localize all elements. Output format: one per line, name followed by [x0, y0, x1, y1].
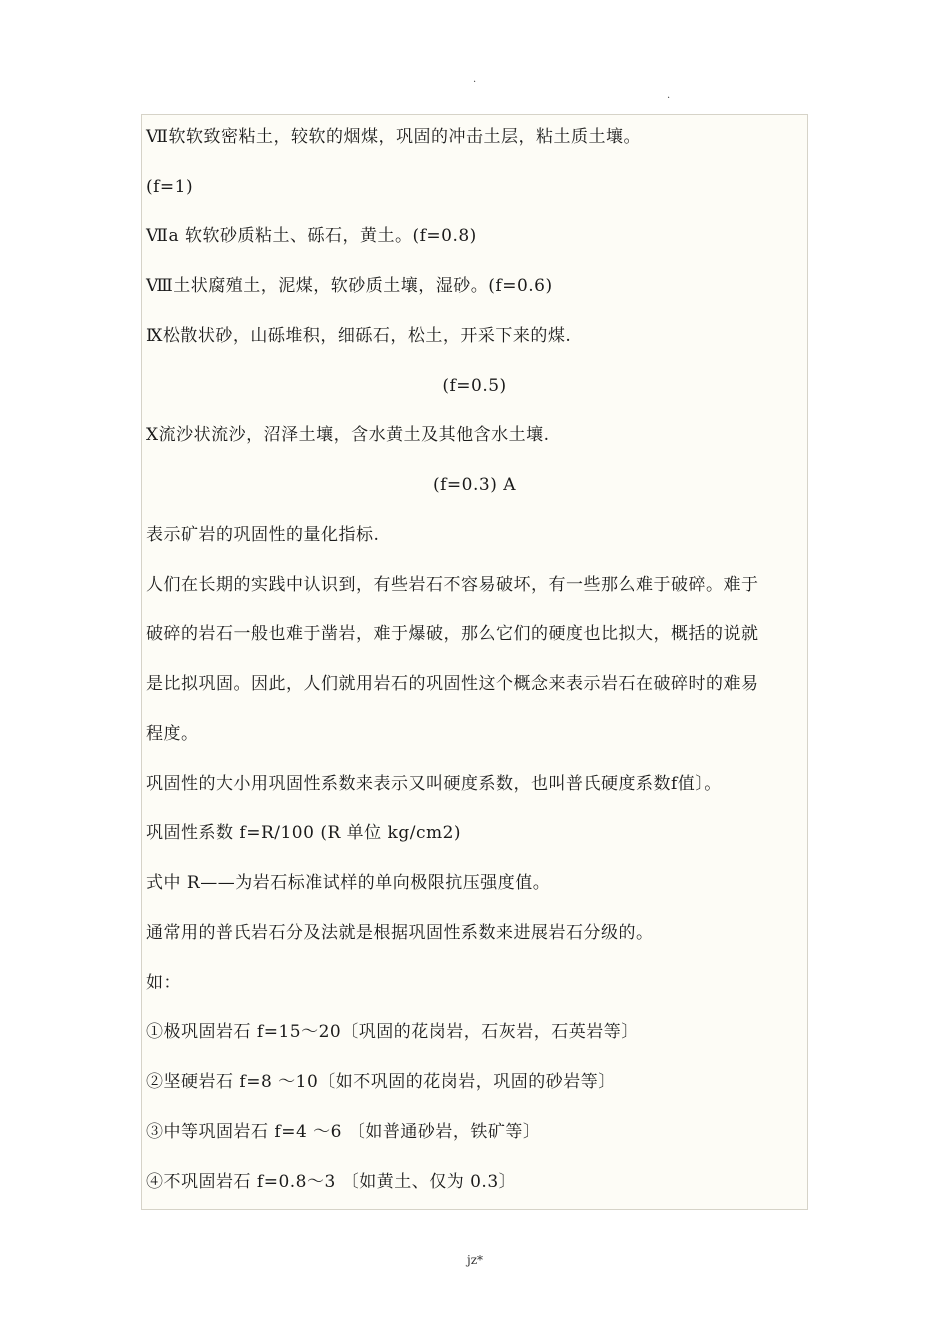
text-line: (f=1)	[146, 177, 194, 197]
formula-line: 巩固性系数 f=R/100 (R 单位 kg/cm2)	[146, 823, 462, 843]
header-mark-right: .	[667, 90, 671, 101]
list-item: ④不巩固岩石 f=0.8～3 〔如黄土、仅为 0.3〕	[146, 1172, 517, 1192]
text-line: 如：	[146, 973, 181, 993]
header-mark-left: .	[473, 74, 477, 85]
list-item: ②坚硬岩石 f=8 ～10〔如不巩固的花岗岩，巩固的砂岩等〕	[146, 1072, 616, 1092]
paragraph-line: 程度。	[146, 724, 199, 744]
text-line: Ⅹ流沙状流沙，沼泽土壤，含水黄土及其他含水土壤.	[146, 425, 550, 445]
text-line: 通常用的普氏岩石分及法就是根据巩固性系数来进展岩石分级的。	[146, 923, 654, 943]
list-item: ③中等巩固岩石 f=4 ～6 〔如普通砂岩，铁矿等〕	[146, 1122, 541, 1142]
text-line-centered: (f=0.3) A	[432, 475, 517, 495]
text-line: Ⅶa 软软砂质粘土、砾石，黄土。(f=0.8)	[146, 226, 477, 246]
document-content	[141, 114, 808, 1210]
text-line-centered: (f=0.5)	[442, 376, 507, 396]
list-item: ①极巩固岩石 f=15～20〔巩固的花岗岩，石灰岩，石英岩等〕	[146, 1022, 639, 1042]
text-line: 表示矿岩的巩固性的量化指标.	[146, 525, 380, 545]
paragraph-line: 是比拟巩固。因此，人们就用岩石的巩固性这个概念来表示岩石在破碎时的难易	[146, 674, 759, 694]
text-line: Ⅶ软软致密粘土，较软的烟煤，巩固的冲击土层，粘土质土壤。	[146, 127, 641, 147]
page-footer: jz*	[466, 1253, 484, 1267]
text-line: Ⅷ土状腐殖土，泥煤，软砂质土壤，湿砂。(f=0.6)	[146, 276, 553, 296]
text-line: Ⅸ松散状砂，山砾堆积，细砾石，松土，开采下来的煤.	[146, 326, 572, 346]
text-line: 巩固性的大小用巩固性系数来表示又叫硬度系数，也叫普氏硬度系数f值〕。	[146, 774, 722, 794]
text-line: 式中 R——为岩石标准试样的单向极限抗压强度值。	[146, 873, 551, 893]
paragraph-line: 破碎的岩石一般也难于凿岩，难于爆破，那么它们的硬度也比拟大，概括的说就	[146, 624, 759, 644]
paragraph-line: 人们在长期的实践中认识到，有些岩石不容易破坏，有一些那么难于破碎。难于	[146, 575, 759, 595]
